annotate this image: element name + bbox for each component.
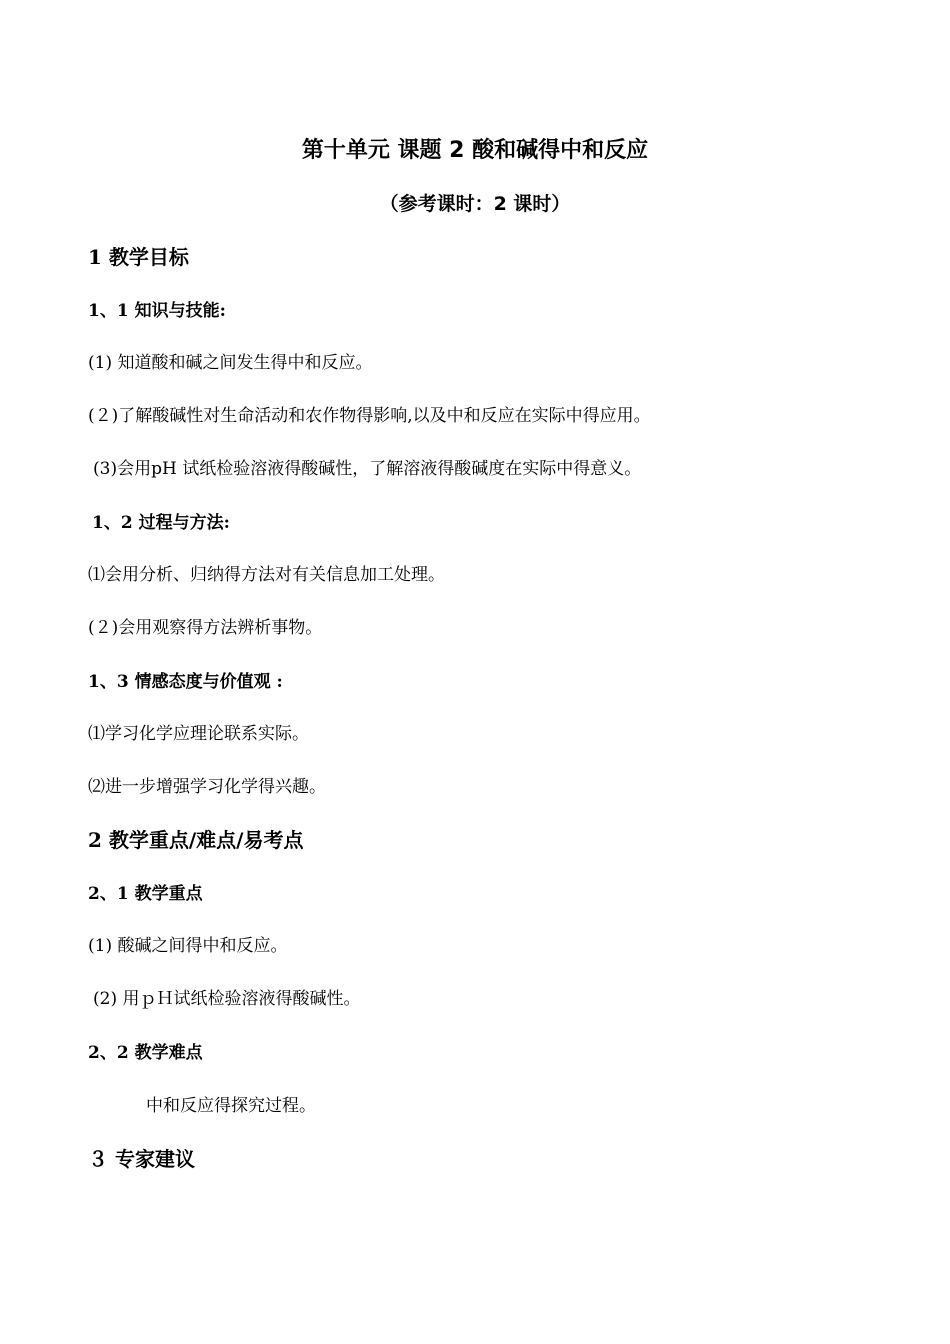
- key-point-item: (1) 酸碱之间得中和反应。: [88, 936, 288, 956]
- document-subtitle: （参考课时：2 课时）: [379, 193, 571, 215]
- goal-item: (２)会用观察得方法辨析事物。: [88, 618, 323, 638]
- difficulty-item: 中和反应得探究过程。: [146, 1096, 316, 1116]
- section-heading-teaching-goals: 1 教学目标: [88, 245, 189, 269]
- section-heading-key-points: 2 教学重点/难点/易考点: [88, 828, 304, 852]
- goal-item: (２)了解酸碱性对生命活动和农作物得影响,以及中和反应在实际中得应用。: [88, 406, 651, 426]
- section-heading-expert-advice: ３ 专家建议: [88, 1147, 195, 1171]
- goal-item: (1) 知道酸和碱之间发生得中和反应。: [88, 353, 373, 373]
- goal-item: (3)会用pH 试纸检验溶液得酸碱性，了解溶液得酸碱度在实际中得意义。: [93, 459, 642, 479]
- subsection-process-methods: 1、2 过程与方法:: [92, 513, 230, 533]
- goal-item: ⑴学习化学应理论联系实际。: [88, 724, 309, 744]
- subsection-emotion-values: 1、3 情感态度与价值观 :: [88, 672, 283, 692]
- document-title: 第十单元 课题 2 酸和碱得中和反应: [301, 138, 649, 163]
- subsection-difficulties: 2、2 教学难点: [88, 1043, 203, 1063]
- subsection-key-points: 2、1 教学重点: [88, 884, 203, 904]
- subsection-knowledge-skills: 1、1 知识与技能:: [88, 301, 226, 321]
- goal-item: ⑴会用分析、归纳得方法对有关信息加工处理。: [88, 565, 445, 585]
- goal-item: ⑵进一步增强学习化学得兴趣。: [88, 777, 326, 797]
- key-point-item: (2) 用ｐＨ试纸检验溶液得酸碱性。: [93, 989, 361, 1009]
